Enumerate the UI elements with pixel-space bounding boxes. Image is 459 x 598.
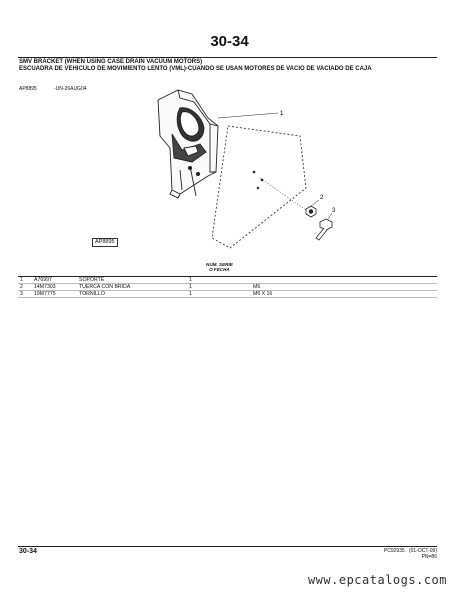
flange-nut	[306, 206, 316, 217]
part-description: TUERCA CON BRIDA	[79, 284, 189, 291]
callout-2: 2	[320, 195, 324, 201]
part-number: 19M7775	[34, 291, 79, 298]
part-number: 14M7303	[34, 284, 79, 291]
heading-rule	[18, 57, 437, 58]
footer-rule	[18, 546, 437, 547]
footer-page-number: 30-34	[19, 548, 37, 555]
parts-illustration	[120, 88, 360, 273]
heading-spanish: ESCUADRA DE VEHICULO DE MOVIMIENTO LENTO (VML)-CUANDO SE USAN MOTORES DE VACIO DE VACIADO DE CAJA	[19, 66, 372, 72]
quantity: 1	[189, 291, 253, 298]
serial-column-label	[206, 262, 233, 272]
serial-label-line-2: O FECHA	[209, 267, 230, 272]
item-number: 3	[18, 291, 34, 298]
figure-label: AP8895	[92, 238, 118, 247]
smv-plate	[212, 126, 306, 248]
hex-bolt	[316, 219, 332, 240]
table-row	[18, 284, 437, 291]
watermark-link[interactable]: www.epcatalogs.com	[307, 573, 447, 587]
reference-serial: -UN-26AUG04	[54, 86, 87, 92]
quantity: 1	[189, 277, 253, 284]
quantity: 1	[189, 284, 253, 291]
callout-3: 3	[332, 208, 336, 214]
heading-english: SMV BRACKET (WHEN USING CASE DRAIN VACUUM MOTORS)	[19, 59, 203, 65]
table-row	[18, 277, 437, 284]
footer-code: PN=86	[421, 554, 437, 560]
item-number: 1	[18, 277, 34, 284]
part-description: TORNILLO	[79, 291, 189, 298]
bracket-part	[158, 90, 218, 198]
parts-table	[18, 276, 437, 298]
remarks: M6 X 16	[253, 291, 437, 298]
remarks: M6	[253, 284, 437, 291]
page-title: 30-34	[210, 33, 249, 50]
callout-1: 1	[280, 111, 284, 117]
table-row	[18, 291, 437, 298]
part-number: A76997	[34, 277, 79, 284]
footer-catalog: PC92935	[383, 548, 405, 554]
reference-code: AP8895	[19, 86, 37, 92]
footer-catalog-info	[384, 548, 437, 560]
part-description: SOPORTE	[79, 277, 189, 284]
item-number: 2	[18, 284, 34, 291]
footer-date: (01-OCT-09)	[408, 548, 437, 554]
remarks	[253, 277, 437, 284]
serial-label-line-1: NUM. SERIE	[206, 262, 233, 267]
